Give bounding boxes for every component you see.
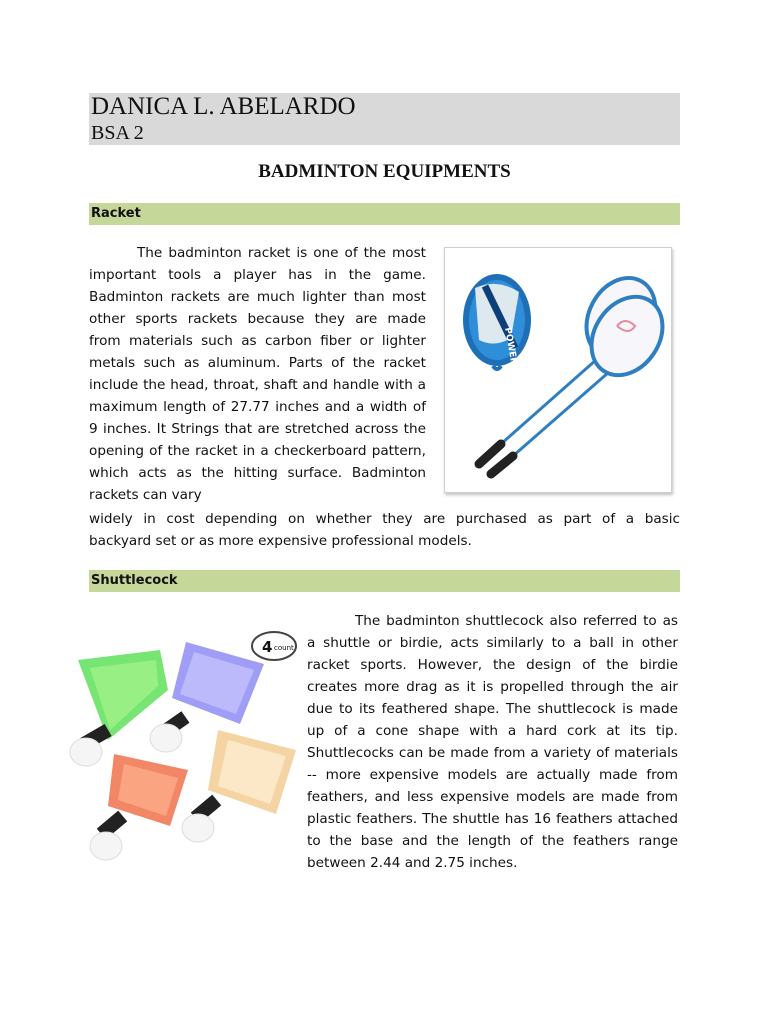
count-badge-number: 4 <box>262 638 273 656</box>
shuttlecock-paragraph: The badminton shuttlecock also referred to as a shuttle or birdie, acts similarly to a ball in other racket sports. However, the design of the birdie creates more drag as it is propelled through the air due to its feathered shape. The shuttlecock is made up of a cone shape with a hard cork at its tip. Shuttlecocks can be made from a variety of materials -- more expensive models are actually made from feathers, and less expensive models are made from plastic feathers. The shuttle has 16 feathers attached to the base and the length of the feathers range between 2.44 and 2.75 inches. <box>307 613 678 871</box>
racket-cover-text: POWER 668 <box>502 326 523 387</box>
racket-paragraph-line: backyard set or as more expensive professional models. <box>89 533 472 549</box>
author-name: DANICA L. ABELARDO <box>91 93 356 120</box>
racket-heading-label: Racket <box>91 206 141 221</box>
racket-paragraph-line: widely in cost depending on whether they are purchased as part of a basic <box>89 511 680 527</box>
shuttle-blue <box>150 642 264 752</box>
shuttlecock-section-heading <box>89 570 680 592</box>
shuttle-red <box>90 754 188 860</box>
document-title: BADMINTON EQUIPMENTS <box>258 161 511 182</box>
author-header <box>89 93 680 145</box>
shuttlecock-illustration <box>68 620 300 870</box>
shuttlecock-image <box>68 620 300 870</box>
racket-paragraph: The badminton racket is one of the most important tools a player has in the game. Badminton rackets are much lighter than most other sports rackets because they are made from materials such as carbon fiber or lighter metals such as aluminum. Parts of the racket include the head, throat, shaft and handle with a maximum length of 27.77 inches and a width of 9 inches. It Strings that are stretched across the opening of the racket in a checkerboard pattern, which acts as the hitting surface. Badminton rackets can vary <box>89 245 426 503</box>
racket-cover <box>463 274 531 387</box>
count-badge <box>252 632 296 660</box>
shuttlecock-heading-label: Shuttlecock <box>91 573 178 588</box>
shuttle-cream <box>182 730 296 842</box>
author-course: BSA 2 <box>91 122 144 144</box>
shuttle-green <box>70 650 168 766</box>
racket-illustration <box>445 248 671 492</box>
racket-section-heading <box>89 203 680 225</box>
count-badge-word: count <box>274 644 294 652</box>
racket-image <box>444 247 672 493</box>
